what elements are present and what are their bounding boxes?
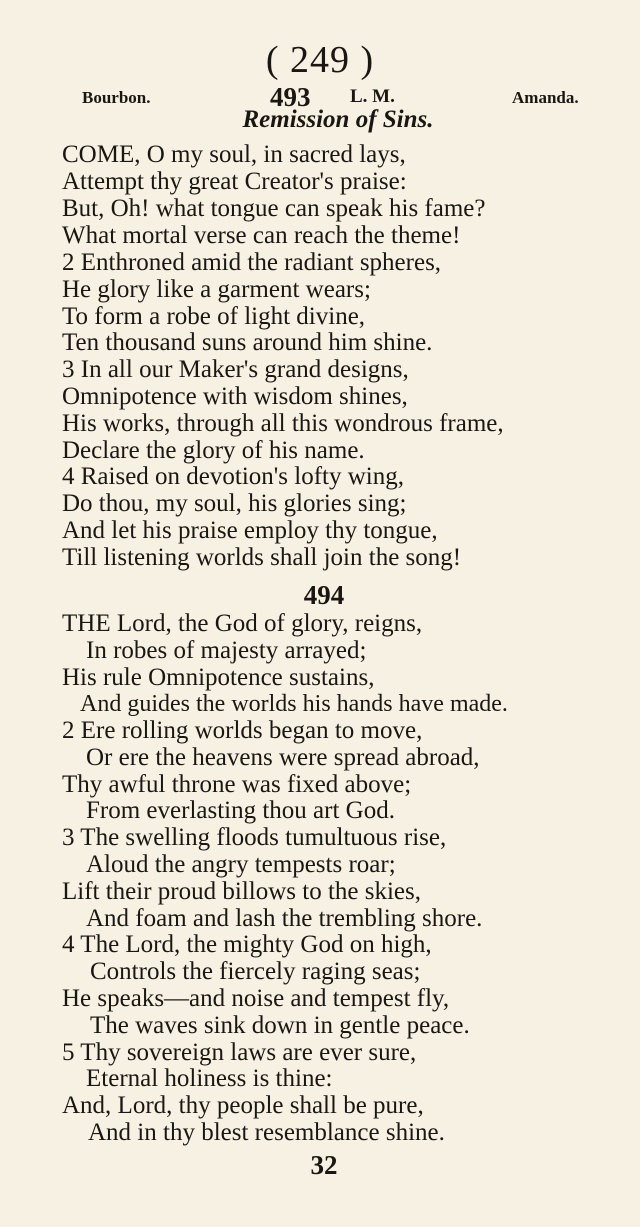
hymn-493-line: Attempt thy great Creator's praise:	[62, 168, 407, 195]
hymn-494-line: 2 Ere rolling worlds began to move,	[62, 717, 423, 744]
hymn-494-line: Aloud the angry tempests roar;	[86, 851, 396, 878]
hymn-493-line: And let his praise employ thy tongue,	[62, 517, 438, 544]
hymn-493-line: He glory like a garment wears;	[62, 276, 371, 303]
tune-name-right: Amanda.	[512, 88, 579, 107]
hymn-494-line: 4 The Lord, the mighty God on high,	[62, 931, 432, 958]
hymn-494-line: THE Lord, the God of glory, reigns,	[62, 610, 423, 637]
page-number: ( 249 )	[265, 39, 375, 81]
hymn-meter: L. M.	[350, 86, 395, 107]
hymn-494-line: The waves sink down in gentle peace.	[90, 1012, 470, 1039]
hymn-494-line: Or ere the heavens were spread abroad,	[86, 744, 480, 771]
hymn-493-line: What mortal verse can reach the theme!	[62, 222, 461, 249]
hymn-494-line: Controls the fiercely raging seas;	[90, 958, 421, 985]
hymn-493-line: 4 Raised on devotion's lofty wing,	[62, 463, 404, 490]
hymn-494-line: His rule Omnipotence sustains,	[62, 664, 375, 691]
hymn-number-494: 494	[303, 580, 345, 610]
hymn-494-line: Thy awful throne was fixed above;	[62, 771, 412, 798]
hymn-subject: Remission of Sins.	[242, 106, 434, 133]
hymn-493-line: But, Oh! what tongue can speak his fame?	[62, 195, 486, 222]
hymn-493-line: Ten thousand suns around him shine.	[62, 329, 433, 356]
hymn-493-line: Till listening worlds shall join the song!	[62, 544, 462, 571]
hymn-493-line: Do thou, my soul, his glories sing;	[62, 490, 407, 517]
hymn-494-line: From everlasting thou art God.	[86, 797, 395, 824]
hymn-494-line: Eternal holiness is thine:	[86, 1065, 333, 1092]
hymn-494-line: And in thy blest resemblance shine.	[88, 1119, 445, 1146]
signature-mark: 32	[310, 1150, 338, 1180]
hymn-494-line: And guides the worlds his hands have made.	[80, 691, 508, 717]
hymn-number-493: 493	[270, 82, 311, 112]
tune-name-left: Bourbon.	[82, 88, 151, 107]
hymn-493-line: COME, O my soul, in sacred lays,	[62, 141, 406, 168]
hymn-494-line: He speaks—and noise and tempest fly,	[62, 985, 450, 1012]
hymn-494-line: And, Lord, thy people shall be pure,	[62, 1092, 424, 1119]
hymn-494-line: And foam and lash the trembling shore.	[86, 905, 483, 932]
hymn-494-line: 5 Thy sovereign laws are ever sure,	[62, 1039, 417, 1066]
hymn-494-line: 3 The swelling floods tumultuous rise,	[62, 824, 447, 851]
hymn-493-line: Declare the glory of his name.	[62, 437, 365, 464]
hymn-493-line: His works, through all this wondrous frame,	[62, 410, 504, 437]
hymn-494-line: Lift their proud billows to the skies,	[62, 878, 421, 905]
hymn-494-line: In robes of majesty arrayed;	[86, 637, 367, 664]
hymn-493-line: To form a robe of light divine,	[62, 303, 366, 330]
hymn-493-line: 3 In all our Maker's grand designs,	[62, 356, 409, 383]
hymn-493-line: Omnipotence with wisdom shines,	[62, 383, 408, 410]
hymn-493-line: 2 Enthroned amid the radiant spheres,	[62, 249, 442, 276]
